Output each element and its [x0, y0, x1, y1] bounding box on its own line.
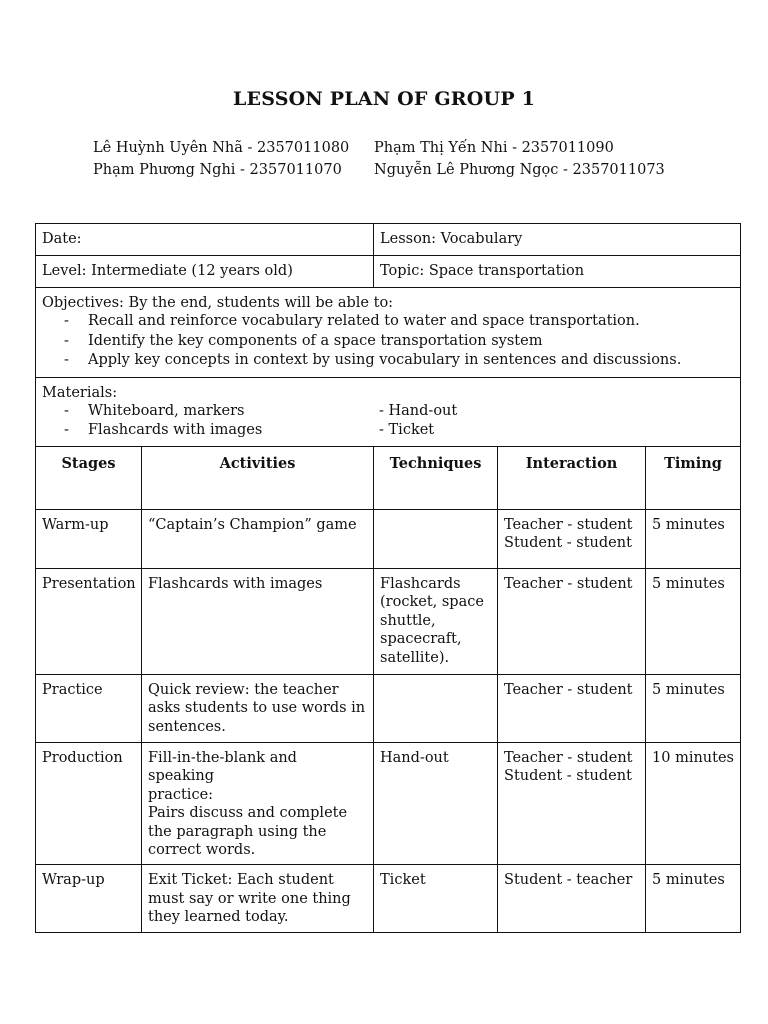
lesson-plan-table — [35, 223, 741, 933]
table-row — [36, 568, 741, 674]
interaction-line: Teacher - student — [504, 575, 633, 592]
objective-item — [42, 351, 734, 371]
timing-cell: 5 minutes — [646, 568, 741, 674]
group-member: Nguyễn Lê Phương Ngọc - 2357011073 — [374, 162, 665, 178]
technique-line: (rocket, space — [380, 594, 484, 611]
technique-cell — [374, 742, 498, 865]
objectives-row — [36, 288, 741, 378]
interaction-cell — [498, 742, 646, 865]
stage-cell: Wrap-up — [36, 865, 142, 933]
objectives-heading: Objectives: By the end, students will be able to: — [42, 295, 394, 311]
activity-line: practice: — [148, 786, 214, 803]
level-cell: Level: Intermediate (12 years old) — [36, 256, 374, 288]
interaction-cell — [498, 568, 646, 674]
interaction-line: Student - student — [504, 768, 632, 785]
interaction-line: Student - teacher — [504, 872, 633, 889]
timing-cell: 5 minutes — [646, 509, 741, 568]
timing-cell: 5 minutes — [646, 865, 741, 933]
bullet-dash: - — [64, 402, 69, 419]
material-line — [42, 421, 734, 440]
group-member: Phạm Thị Yến Nhi - 2357011090 — [374, 140, 614, 156]
info-row — [36, 256, 741, 288]
material-item: - Hand-out — [379, 402, 458, 419]
activity-line: Pairs discuss and complete — [148, 805, 348, 822]
table-row — [36, 674, 741, 742]
activity-line: must say or write one thing — [148, 890, 351, 907]
activity-cell — [142, 674, 374, 742]
timing-cell: 10 minutes — [646, 742, 741, 865]
activity-line: they learned today. — [148, 909, 289, 926]
column-header-timing: Timing — [646, 446, 741, 509]
bullet-dash: - — [64, 332, 69, 349]
activity-line: “Captain’s Champion” game — [148, 516, 357, 533]
activity-line: correct words. — [148, 842, 256, 859]
material-item: - Ticket — [379, 421, 435, 438]
stage-cell: Presentation — [36, 568, 142, 674]
info-row — [36, 224, 741, 256]
technique-line: satellite). — [380, 649, 450, 666]
objective-text: Apply key concepts in context by using vocabulary in sentences and discussions. — [88, 352, 682, 368]
bullet-dash: - — [64, 352, 69, 368]
materials-cell — [36, 377, 741, 446]
material-line — [42, 402, 734, 421]
technique-cell — [374, 674, 498, 742]
column-header-row — [36, 446, 741, 509]
objectives-cell — [36, 288, 741, 378]
group-member: Lê Huỳnh Uyên Nhã - 2357011080 — [93, 140, 350, 156]
activity-line: asks students to use words in — [148, 700, 366, 717]
material-item: Flashcards with images — [88, 421, 263, 438]
bullet-dash: - — [64, 421, 69, 438]
activity-cell — [142, 742, 374, 865]
technique-cell — [374, 509, 498, 568]
page-title: LESSON PLAN OF GROUP 1 — [232, 88, 536, 110]
interaction-cell — [498, 509, 646, 568]
table-row — [36, 742, 741, 865]
bullet-dash: - — [64, 313, 69, 329]
interaction-cell — [498, 674, 646, 742]
stage-cell: Practice — [36, 674, 142, 742]
topic-cell: Topic: Space transportation — [374, 256, 741, 288]
activity-line: Quick review: the teacher — [148, 681, 339, 698]
timing-cell: 5 minutes — [646, 674, 741, 742]
table-row — [36, 509, 741, 568]
activity-line: Exit Ticket: Each student — [148, 872, 334, 889]
objective-item — [42, 312, 734, 332]
objective-text: Recall and reinforce vocabulary related to water and space transportation. — [88, 313, 640, 329]
column-header-techniques: Techniques — [374, 446, 498, 509]
interaction-cell — [498, 865, 646, 933]
activity-line: sentences. — [148, 718, 226, 735]
technique-line: spacecraft, — [380, 631, 462, 648]
date-cell: Date: — [36, 224, 374, 256]
activity-line: Flashcards with images — [148, 575, 323, 592]
material-item: Whiteboard, markers — [88, 402, 245, 419]
stage-cell: Production — [36, 742, 142, 865]
interaction-line: Teacher - student — [504, 681, 633, 698]
technique-cell — [374, 568, 498, 674]
objective-item — [42, 332, 734, 352]
activity-cell — [142, 865, 374, 933]
group-member: Phạm Phương Nghi - 2357011070 — [93, 162, 342, 178]
materials-heading: Materials: — [42, 384, 118, 401]
stage-cell: Warm-up — [36, 509, 142, 568]
technique-line: Hand-out — [380, 749, 449, 766]
column-header-activities: Activities — [142, 446, 374, 509]
interaction-line: Teacher - student — [504, 516, 633, 533]
activity-line: Fill-in-the-blank and speaking — [148, 749, 297, 785]
lesson-cell: Lesson: Vocabulary — [374, 224, 741, 256]
technique-cell — [374, 865, 498, 933]
activity-cell — [142, 568, 374, 674]
technique-line: shuttle, — [380, 612, 436, 629]
interaction-line: Teacher - student — [504, 749, 633, 766]
column-header-stages: Stages — [36, 446, 142, 509]
technique-line: Flashcards — [380, 575, 461, 592]
interaction-line: Student - student — [504, 535, 632, 552]
technique-line: Ticket — [380, 872, 426, 889]
column-header-interaction: Interaction — [498, 446, 646, 509]
objective-text: Identify the key components of a space transportation system — [88, 332, 543, 349]
table-row — [36, 865, 741, 933]
materials-row — [36, 377, 741, 446]
activity-line: the paragraph using the — [148, 823, 327, 840]
activity-cell — [142, 509, 374, 568]
